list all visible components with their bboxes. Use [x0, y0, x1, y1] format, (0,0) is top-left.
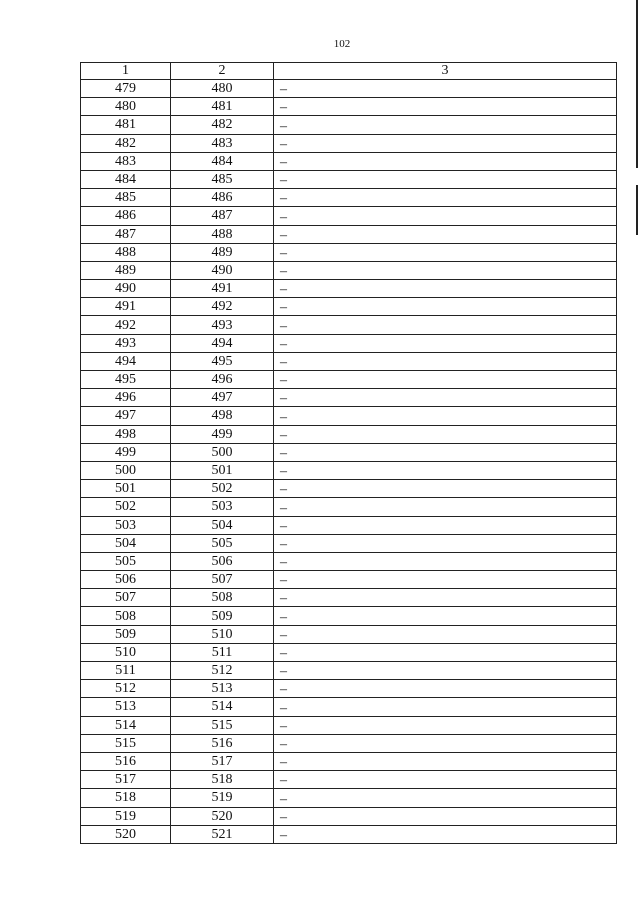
cell-col1: 483	[81, 152, 171, 170]
table-row	[81, 662, 617, 680]
cell-col3: –	[274, 534, 617, 552]
cell-col2: 520	[171, 807, 274, 825]
table-row	[81, 480, 617, 498]
cell-col3: –	[274, 316, 617, 334]
table-row	[81, 316, 617, 334]
table-row	[81, 443, 617, 461]
table-row	[81, 607, 617, 625]
cell-col1: 505	[81, 552, 171, 570]
table-row	[81, 152, 617, 170]
column-header-2: 2	[171, 63, 274, 80]
cell-col1: 490	[81, 280, 171, 298]
table-row	[81, 298, 617, 316]
table-row	[81, 116, 617, 134]
cell-col2: 502	[171, 480, 274, 498]
table-row	[81, 625, 617, 643]
cell-col2: 496	[171, 371, 274, 389]
table-row	[81, 552, 617, 570]
cell-col2: 491	[171, 280, 274, 298]
cell-col2: 500	[171, 443, 274, 461]
cell-col2: 481	[171, 98, 274, 116]
cell-col3: –	[274, 298, 617, 316]
scan-edge-mark	[636, 0, 638, 168]
cell-col2: 482	[171, 116, 274, 134]
cell-col3: –	[274, 134, 617, 152]
table-row	[81, 225, 617, 243]
cell-col2: 510	[171, 625, 274, 643]
cell-col3: –	[274, 98, 617, 116]
cell-col3: –	[274, 607, 617, 625]
cell-col2: 513	[171, 680, 274, 698]
cell-col1: 499	[81, 443, 171, 461]
cell-col3: –	[274, 552, 617, 570]
cell-col1: 482	[81, 134, 171, 152]
cell-col1: 479	[81, 80, 171, 98]
table-header-row	[81, 63, 617, 80]
cell-col1: 515	[81, 734, 171, 752]
cell-col3: –	[274, 280, 617, 298]
cell-col1: 487	[81, 225, 171, 243]
table-row	[81, 589, 617, 607]
cell-col3: –	[274, 407, 617, 425]
cell-col1: 512	[81, 680, 171, 698]
cell-col2: 515	[171, 716, 274, 734]
table-row	[81, 261, 617, 279]
cell-col1: 493	[81, 334, 171, 352]
cell-col2: 495	[171, 352, 274, 370]
cell-col3: –	[274, 643, 617, 661]
cell-col2: 507	[171, 571, 274, 589]
table-row	[81, 189, 617, 207]
data-table	[80, 62, 617, 844]
cell-col1: 517	[81, 771, 171, 789]
cell-col1: 491	[81, 298, 171, 316]
cell-col2: 490	[171, 261, 274, 279]
table-row	[81, 280, 617, 298]
cell-col2: 487	[171, 207, 274, 225]
table-row	[81, 461, 617, 479]
cell-col2: 518	[171, 771, 274, 789]
cell-col1: 510	[81, 643, 171, 661]
cell-col1: 502	[81, 498, 171, 516]
table-row	[81, 698, 617, 716]
cell-col2: 485	[171, 170, 274, 188]
cell-col2: 508	[171, 589, 274, 607]
cell-col1: 498	[81, 425, 171, 443]
cell-col3: –	[274, 225, 617, 243]
table-body	[81, 80, 617, 844]
table-row	[81, 425, 617, 443]
cell-col1: 520	[81, 825, 171, 843]
table-row	[81, 807, 617, 825]
cell-col1: 481	[81, 116, 171, 134]
cell-col3: –	[274, 170, 617, 188]
cell-col1: 500	[81, 461, 171, 479]
cell-col2: 483	[171, 134, 274, 152]
table-row	[81, 389, 617, 407]
table-row	[81, 734, 617, 752]
cell-col1: 519	[81, 807, 171, 825]
cell-col3: –	[274, 698, 617, 716]
cell-col1: 511	[81, 662, 171, 680]
table-row	[81, 207, 617, 225]
cell-col3: –	[274, 752, 617, 770]
table-row	[81, 789, 617, 807]
cell-col3: –	[274, 571, 617, 589]
cell-col2: 505	[171, 534, 274, 552]
column-header-3: 3	[274, 63, 617, 80]
cell-col3: –	[274, 807, 617, 825]
cell-col2: 497	[171, 389, 274, 407]
table-row	[81, 134, 617, 152]
cell-col2: 504	[171, 516, 274, 534]
cell-col3: –	[274, 243, 617, 261]
cell-col1: 503	[81, 516, 171, 534]
column-header-1: 1	[81, 63, 171, 80]
cell-col2: 480	[171, 80, 274, 98]
cell-col3: –	[274, 480, 617, 498]
cell-col3: –	[274, 352, 617, 370]
cell-col3: –	[274, 152, 617, 170]
table-row	[81, 516, 617, 534]
table-row	[81, 243, 617, 261]
table-row	[81, 80, 617, 98]
table-row	[81, 371, 617, 389]
cell-col3: –	[274, 498, 617, 516]
cell-col1: 516	[81, 752, 171, 770]
cell-col3: –	[274, 425, 617, 443]
cell-col3: –	[274, 261, 617, 279]
cell-col1: 486	[81, 207, 171, 225]
cell-col2: 494	[171, 334, 274, 352]
cell-col2: 488	[171, 225, 274, 243]
cell-col3: –	[274, 625, 617, 643]
cell-col3: –	[274, 589, 617, 607]
cell-col2: 498	[171, 407, 274, 425]
cell-col3: –	[274, 207, 617, 225]
cell-col3: –	[274, 734, 617, 752]
cell-col3: –	[274, 516, 617, 534]
cell-col1: 509	[81, 625, 171, 643]
table-row	[81, 498, 617, 516]
cell-col2: 512	[171, 662, 274, 680]
table-row	[81, 334, 617, 352]
cell-col1: 497	[81, 407, 171, 425]
table-row	[81, 771, 617, 789]
cell-col3: –	[274, 680, 617, 698]
cell-col3: –	[274, 461, 617, 479]
cell-col2: 521	[171, 825, 274, 843]
cell-col2: 489	[171, 243, 274, 261]
cell-col1: 489	[81, 261, 171, 279]
cell-col2: 506	[171, 552, 274, 570]
cell-col3: –	[274, 443, 617, 461]
cell-col1: 495	[81, 371, 171, 389]
cell-col3: –	[274, 389, 617, 407]
cell-col3: –	[274, 371, 617, 389]
cell-col1: 506	[81, 571, 171, 589]
cell-col1: 504	[81, 534, 171, 552]
cell-col3: –	[274, 189, 617, 207]
table-row	[81, 98, 617, 116]
cell-col2: 499	[171, 425, 274, 443]
table-row	[81, 571, 617, 589]
page-number: 102	[333, 38, 351, 50]
cell-col3: –	[274, 716, 617, 734]
cell-col2: 511	[171, 643, 274, 661]
cell-col2: 484	[171, 152, 274, 170]
cell-col1: 518	[81, 789, 171, 807]
cell-col2: 519	[171, 789, 274, 807]
cell-col2: 516	[171, 734, 274, 752]
cell-col2: 503	[171, 498, 274, 516]
scan-edge-mark	[636, 185, 638, 235]
table-row	[81, 643, 617, 661]
cell-col1: 501	[81, 480, 171, 498]
cell-col1: 492	[81, 316, 171, 334]
table-row	[81, 352, 617, 370]
cell-col3: –	[274, 116, 617, 134]
cell-col3: –	[274, 825, 617, 843]
table-row	[81, 752, 617, 770]
table-row	[81, 407, 617, 425]
cell-col2: 517	[171, 752, 274, 770]
cell-col1: 485	[81, 189, 171, 207]
cell-col3: –	[274, 334, 617, 352]
cell-col2: 509	[171, 607, 274, 625]
cell-col2: 486	[171, 189, 274, 207]
cell-col1: 508	[81, 607, 171, 625]
cell-col3: –	[274, 80, 617, 98]
cell-col2: 493	[171, 316, 274, 334]
table-row	[81, 716, 617, 734]
table-row	[81, 534, 617, 552]
cell-col1: 488	[81, 243, 171, 261]
cell-col3: –	[274, 789, 617, 807]
cell-col3: –	[274, 662, 617, 680]
cell-col2: 492	[171, 298, 274, 316]
cell-col1: 480	[81, 98, 171, 116]
cell-col1: 496	[81, 389, 171, 407]
cell-col2: 501	[171, 461, 274, 479]
cell-col1: 507	[81, 589, 171, 607]
cell-col1: 513	[81, 698, 171, 716]
cell-col1: 484	[81, 170, 171, 188]
table-row	[81, 825, 617, 843]
table-row	[81, 680, 617, 698]
cell-col1: 494	[81, 352, 171, 370]
cell-col2: 514	[171, 698, 274, 716]
table-row	[81, 170, 617, 188]
cell-col1: 514	[81, 716, 171, 734]
cell-col3: –	[274, 771, 617, 789]
